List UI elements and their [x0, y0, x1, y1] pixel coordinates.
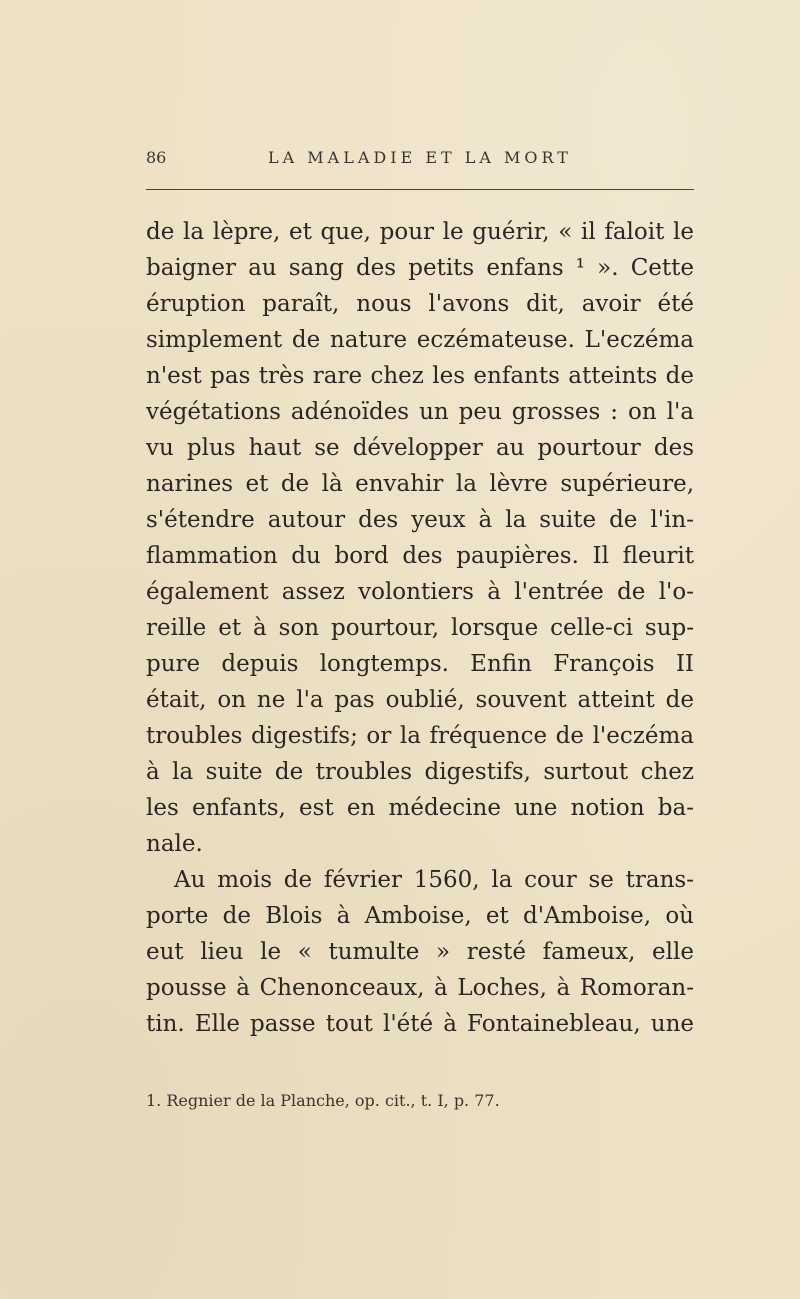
- text-line: n'est pas très rare chez les enfants atteints de: [146, 363, 694, 389]
- text-line: éruption paraît, nous l'avons dit, avoir été: [146, 291, 694, 317]
- text-line: également assez volontiers à l'entrée de l'o-: [146, 579, 694, 605]
- footnote: 1. Regnier de la Planche, op. cit., t. I, p. 77.: [146, 1091, 500, 1110]
- text-line: tin. Elle passe tout l'été à Fontainebleau, une: [146, 1011, 694, 1037]
- text-line: pure depuis longtemps. Enfin François II: [146, 651, 694, 677]
- text-line: porte de Blois à Amboise, et d'Amboise, où: [146, 903, 694, 929]
- text-line: reille et à son pourtour, lorsque celle-ci sup-: [146, 615, 694, 641]
- text-line: végétations adénoïdes un peu grosses : on l'a: [146, 399, 694, 425]
- text-line: nale.: [146, 831, 203, 857]
- body-text: [146, 214, 694, 1042]
- text-line: pousse à Chenonceaux, à Loches, à Romoran-: [146, 975, 694, 1001]
- running-title: LA MALADIE ET LA MORT: [268, 148, 572, 167]
- header-rule: [146, 189, 694, 190]
- page-number: 86: [146, 148, 167, 167]
- text-line: baigner au sang des petits enfans ¹ ». Cette: [146, 255, 694, 281]
- text-line: les enfants, est en médecine une notion ba-: [146, 795, 694, 821]
- text-line: simplement de nature eczémateuse. L'eczéma: [146, 327, 694, 353]
- text-line: de la lèpre, et que, pour le guérir, « il faloit le: [146, 219, 694, 245]
- text-line: flammation du bord des paupières. Il fleurit: [146, 543, 694, 569]
- text-line: troubles digestifs; or la fréquence de l'eczéma: [146, 723, 694, 749]
- text-line: eut lieu le « tumulte » resté fameux, elle: [146, 939, 694, 965]
- page-header: [146, 145, 694, 171]
- text-line: Au mois de février 1560, la cour se trans-: [174, 867, 694, 893]
- text-line: s'étendre autour des yeux à la suite de l'in-: [146, 507, 694, 533]
- text-line: à la suite de troubles digestifs, surtout chez: [146, 759, 694, 785]
- text-line: narines et de là envahir la lèvre supérieure,: [146, 471, 694, 497]
- text-line: vu plus haut se développer au pourtour des: [146, 435, 694, 461]
- text-line: était, on ne l'a pas oublié, souvent atteint de: [146, 687, 694, 713]
